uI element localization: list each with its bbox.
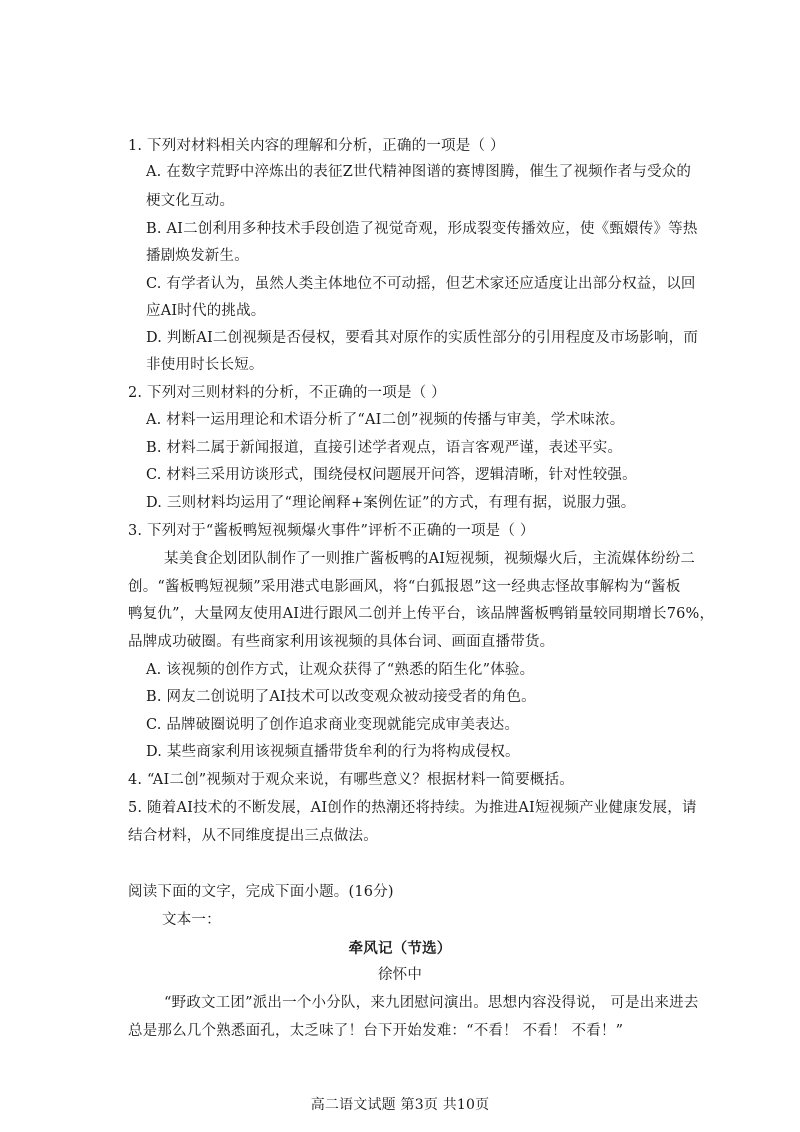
q1-option-d-line2: 非使用时长长短。 [146, 357, 264, 373]
q3-option-a: A. 该视频的创作方式，让观众获得了“熟悉的陌生化”体验。 [146, 662, 535, 678]
q2-stem: 2. 下列对三则材料的分析，不正确的一项是（ ） [128, 385, 446, 401]
q1-option-a-line2: 梗文化互动。 [146, 193, 235, 209]
q3-passage-line3: 鸭复仇”，大量网友使用AI进行跟风二创并上传平台，该品牌酱板鸭销量较同期增长76%， [128, 606, 715, 622]
q1-option-a-line1: A. 在数字荒野中淬炼出的表征Z世代精神图谱的赛博图腾，催生了视频作者与受众的 [146, 164, 692, 180]
q3-option-d: D. 某些商家利用该视频直播带货牟利的行为将构成侵权。 [146, 744, 520, 760]
q5-stem-line2: 结合材料，从不同维度提出三点做法。 [128, 828, 378, 844]
q1-stem: 1. 下列对材料相关内容的理解和分析，正确的一项是（ ） [128, 138, 505, 154]
reading-instructions: 阅读下面的文字，完成下面小题。(16分) [128, 884, 394, 900]
q5-stem-line1: 5. 随着AI技术的不断发展，AI创作的热潮还将持续。为推进AI短视频产业健康发展，请 [128, 800, 697, 816]
q3-option-b: B. 网友二创说明了AI技术可以改变观众被动接受者的角色。 [146, 689, 536, 705]
q4-stem: 4. “AI二创”视频对于观众来说，有哪些意义？根据材料一简要概括。 [128, 772, 574, 788]
q2-option-d: D. 三则材料均运用了“理论阐释+案例佐证”的方式，有理有据，说服力强。 [146, 495, 636, 511]
page-footer: 高二语文试题 第3页 共10页 [310, 1097, 490, 1113]
q1-option-c-line1: C. 有学者认为，虽然人类主体地位不可动摇，但艺术家还应适度让出部分权益，以回 [146, 276, 696, 292]
article-paragraph-line2: 总是那么几个熟悉面孔，太乏味了！台下开始发难：“不看！ 不看！ 不看！” [128, 1023, 624, 1039]
q1-option-d-line1: D. 判断AI二创视频是否侵权，要看其对原作的实质性部分的引用程度及市场影响，而 [146, 330, 699, 346]
q2-option-b: B. 材料二属于新闻报道，直接引述学者观点，语言客观严谨，表述平实。 [146, 440, 623, 456]
q1-option-b-line2: 播剧焕发新生。 [146, 248, 249, 264]
article-paragraph-line1: “野政文工团”派出一个小分队，来九团慰问演出。思想内容没得说， 可是出来进去 [164, 995, 699, 1011]
q3-passage-line2: 创。“酱板鸭短视频”采用港式电影画风，将“白狐报恩”这一经典志怪故事解构为“酱板 [128, 579, 681, 595]
article-author: 徐怀中 [377, 967, 423, 983]
q3-passage-line1: 某美食企划团队制作了一则推广酱板鸭的AI短视频，视频爆火后，主流媒体纷纷二 [164, 551, 696, 567]
q3-passage-line4: 品牌成功破圈。有些商家利用该视频的具体台词、画面直播带货。 [128, 634, 555, 650]
q3-stem: 3. 下列对于“酱板鸭短视频爆火事件”评析不正确的一项是（ ） [128, 523, 535, 539]
text-one-label: 文本一： [162, 912, 221, 928]
q1-option-c-line2: 应AI时代的挑战。 [146, 303, 266, 319]
q3-option-c: C. 品牌破圈说明了创作追求商业变现就能完成审美表达。 [146, 717, 520, 733]
article-title: 牵风记（节选） [348, 940, 452, 957]
q2-option-c: C. 材料三采用访谈形式，围绕侵权问题展开问答，逻辑清晰，针对性较强。 [146, 467, 637, 483]
q2-option-a: A. 材料一运用理论和术语分析了“AI二创”视频的传播与审美，学术味浓。 [146, 412, 625, 428]
q1-option-b-line1: B. AI二创利用多种技术手段创造了视觉奇观，形成裂变传播效应，使《甄嬛传》等热 [146, 221, 698, 237]
